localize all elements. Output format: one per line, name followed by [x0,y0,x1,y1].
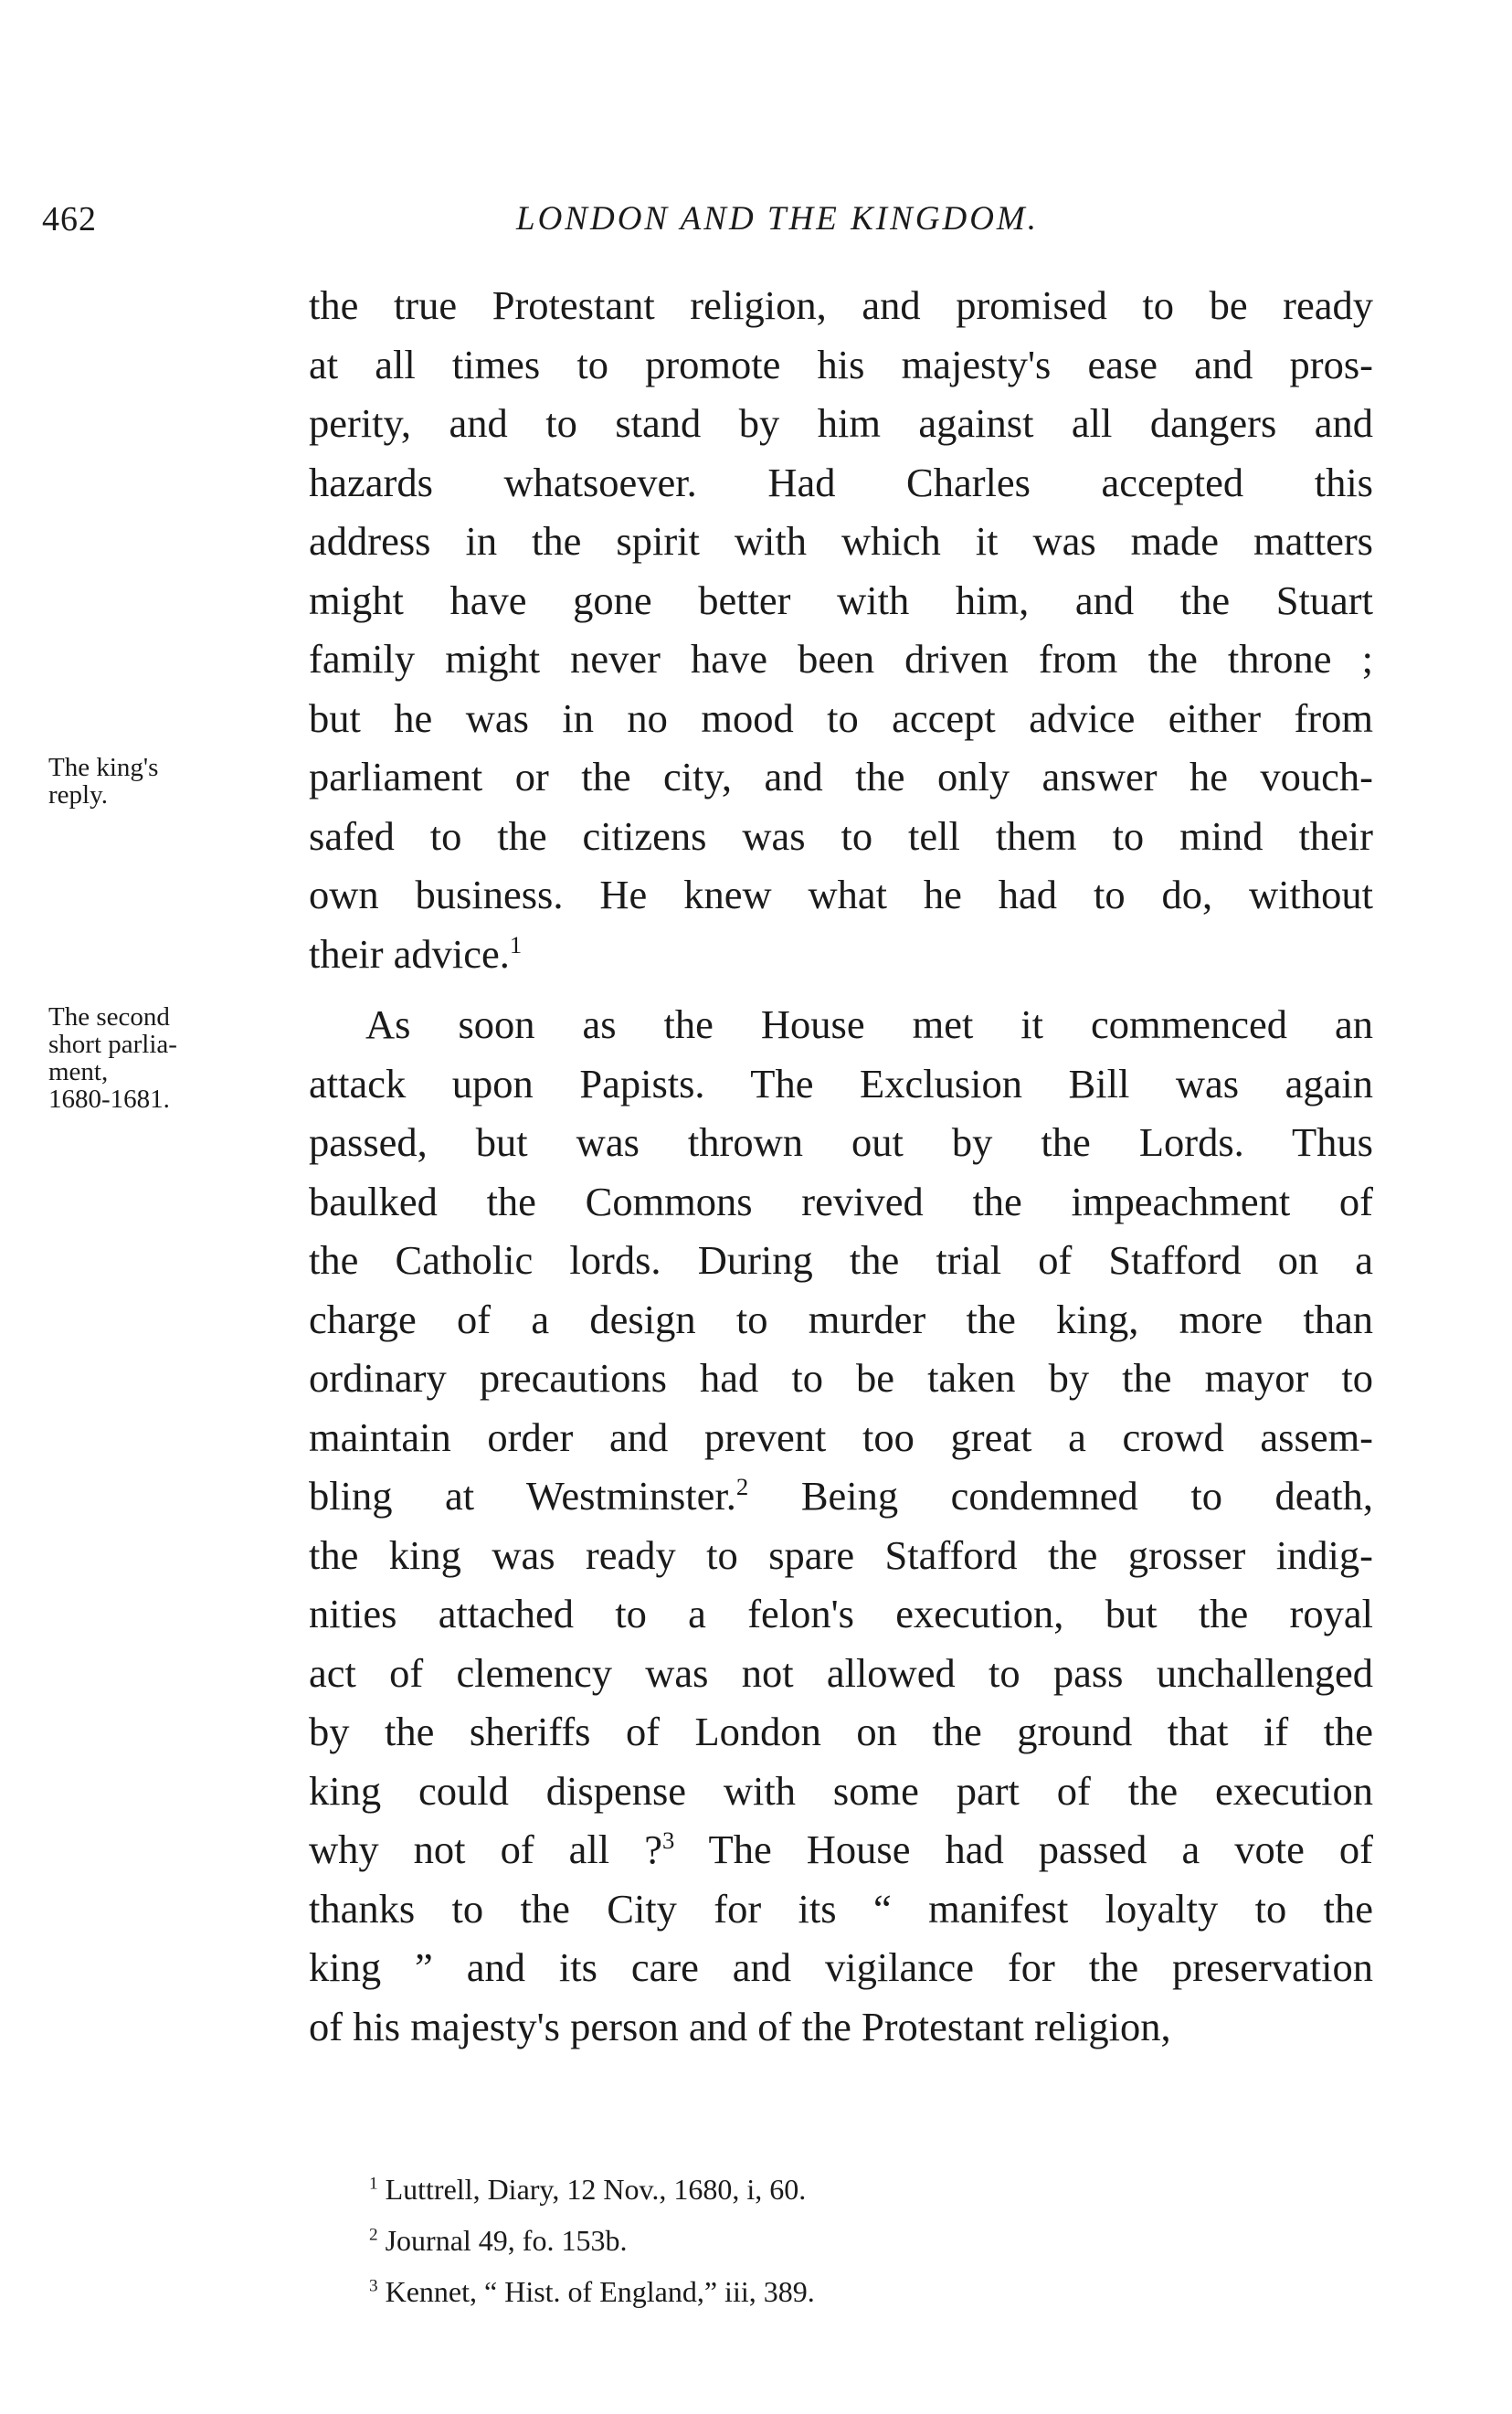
text-line: hazards whatsoever. Had Charles accepted this [309,459,1373,505]
footnote-3 [369,2266,815,2317]
text-line: by the sheriffs of London on the ground that if the [309,1709,1373,1754]
text-line: baulked the Commons revived the impeachment of [309,1178,1373,1224]
text-line: As soon as the House met it commenced an [365,1001,1373,1047]
footnote-ref[interactable]: 1 [509,930,523,958]
text-line [309,1820,1373,1879]
text-line: ordinary precautions had to be taken by the mayor to [309,1355,1373,1401]
text-line: safed to the citizens was to tell them to mind their [309,812,1373,859]
text-line: passed, but was thrown out by the Lords. Thus [309,1119,1373,1165]
text-line: the king was ready to spare Stafford the grosser indig- [309,1531,1373,1578]
text-line: family might never have been driven from the throne ; [309,636,1373,682]
sidenote-line: The second [48,1002,170,1032]
text-line: address in the spirit with which it was made matters [309,518,1373,564]
text-line [309,1466,1373,1526]
sidenote-second-parliament [48,1003,268,1113]
footnote-2 [369,2215,815,2266]
text-line: attack upon Papists. The Exclusion Bill was again [309,1060,1373,1106]
text-line: might have gone better with him, and the Stuart [309,577,1373,623]
text-line: thanks to the City for its “ manifest loyalty to the [309,1885,1373,1932]
footnotes [369,2164,815,2317]
footnote-1 [369,2164,815,2215]
text-run: Being condemned to death, [748,1473,1373,1519]
footnote-ref[interactable]: 2 [735,1473,749,1501]
running-head: LONDON AND THE KINGDOM. [516,200,1039,238]
paragraph-2 [309,995,1373,2056]
sidenote-line: short parlia- [48,1030,177,1059]
sidenote-kings-reply [48,754,268,809]
text-run: bling at Westminster. [309,1473,736,1519]
footnote-text: Journal 49, fo. 153b. [377,2224,628,2257]
sidenote-line: ment, [48,1057,109,1086]
sidenote-line: 1680-1681. [48,1085,170,1114]
text-line [309,925,1373,984]
footnote-text: Luttrell, Diary, 12 Nov., 1680, i, 60. [377,2173,807,2206]
text-line: parliament or the city, and the only answer he vouch- [309,754,1373,799]
paragraph-1 [309,276,1373,983]
footnote-ref[interactable]: 3 [661,1826,675,1855]
page-number: 462 [42,200,97,238]
text-line: maintain order and prevent too great a crowd assem- [309,1413,1373,1460]
text-line: charge of a design to murder the king, more than [309,1296,1373,1342]
footnote-mark: 3 [369,2276,378,2296]
text-run: The House had passed a vote of [674,1826,1373,1872]
text-line: of his majesty's person and of the Protestant religion, [309,2003,1171,2049]
footnote-text: Kennet, “ Hist. of England,” iii, 389. [377,2275,815,2308]
text-line: king ” and its care and vigilance for the preservation [309,1944,1373,1990]
text-line: nities attached to a felon's execution, but the royal [309,1591,1373,1636]
sidenote-line: The king's [48,753,159,782]
text-line: at all times to promote his majesty's ease and pros- [309,341,1373,387]
footnote-mark: 2 [369,2225,378,2245]
sidenote-line: reply. [48,780,108,810]
text-line: the true Protestant religion, and promised to be ready [309,282,1373,328]
text-run: their advice. [309,930,510,977]
text-line: the Catholic lords. During the trial of Stafford on a [309,1237,1373,1283]
text-line: king could dispense with some part of the execution [309,1767,1373,1814]
footnote-mark: 1 [369,2174,378,2194]
text-line: but he was in no mood to accept advice either from [309,694,1373,741]
text-line: own business. He knew what he had to do, without [309,872,1373,917]
text-line: act of clemency was not allowed to pass unchallenged [309,1649,1373,1696]
text-line: perity, and to stand by him against all dangers and [309,400,1373,446]
text-run: why not of all ? [309,1826,662,1872]
